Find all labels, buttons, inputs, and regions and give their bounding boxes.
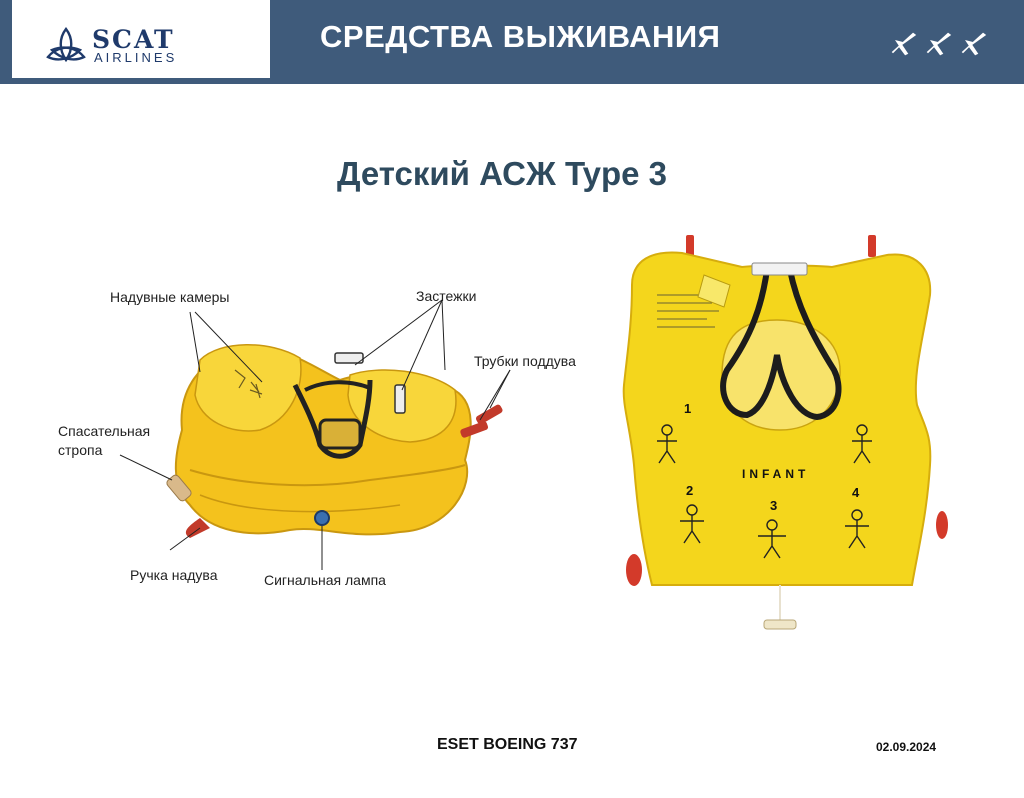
- infant-vest-flat-image: [612, 225, 952, 645]
- header-title: СРЕДСТВА ВЫЖИВАНИЯ: [320, 19, 721, 54]
- logo-wordmark: SCAT: [92, 25, 175, 54]
- plane-icon: [961, 32, 987, 56]
- label-fasteners: Застежки: [416, 288, 477, 304]
- label-inflation-handle: Ручка надува: [130, 567, 218, 583]
- logo-mark-icon: [44, 26, 88, 66]
- infant-vest-inflated-image: [50, 270, 610, 650]
- logo: [12, 0, 270, 78]
- plane-icon: [891, 32, 917, 56]
- label-inflatable-chambers: Надувные камеры: [110, 289, 230, 305]
- slide-title: Детский АСЖ Type 3: [336, 155, 668, 192]
- vest-body: [165, 345, 503, 538]
- label-rescue-strap-1: Спасательная: [58, 423, 151, 439]
- logo-subtitle: AIRLINES: [94, 50, 178, 65]
- vest-infant-text: INFANT: [742, 467, 810, 481]
- svg-text:2: 2: [686, 483, 694, 498]
- footer-course: ESET BOEING 737: [437, 736, 578, 753]
- svg-text:3: 3: [770, 498, 778, 513]
- label-rescue-strap-2: стропа: [58, 442, 103, 458]
- footer-date: 02.09.2024: [876, 740, 937, 754]
- plane-icon: [926, 32, 952, 56]
- vest-panel: [624, 235, 948, 629]
- svg-text:1: 1: [684, 401, 692, 416]
- svg-text:4: 4: [852, 485, 860, 500]
- planes-group: [887, 28, 991, 58]
- label-inflation-tubes: Трубки поддува: [474, 353, 576, 369]
- label-signal-lamp: Сигнальная лампа: [264, 572, 386, 588]
- header-underline: [0, 81, 1024, 84]
